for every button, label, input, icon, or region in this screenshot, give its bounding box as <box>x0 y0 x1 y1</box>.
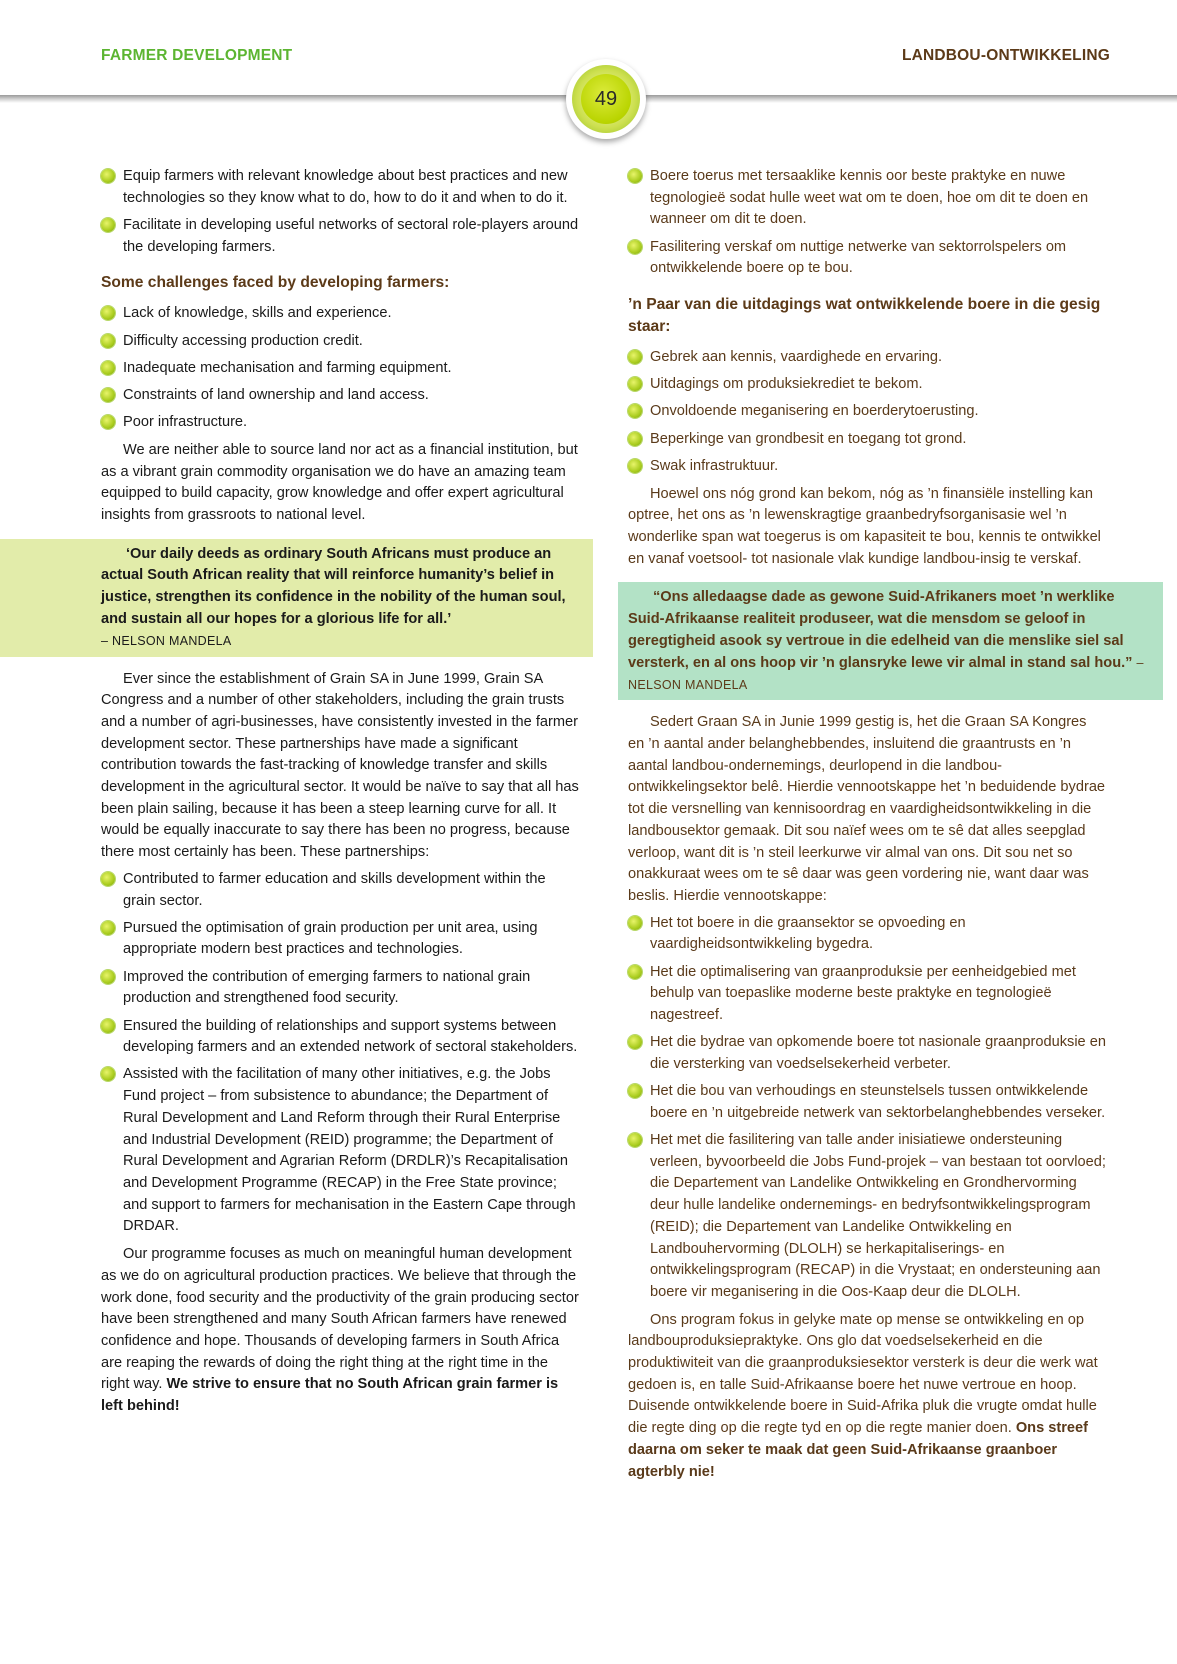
intro-bullet-list <box>628 166 1106 280</box>
bullet-icon <box>628 1035 642 1049</box>
page-number: 49 <box>581 74 631 124</box>
bullet-icon <box>628 459 642 473</box>
list-item <box>101 1016 579 1059</box>
closing-paragraph-text: Our programme focuses as much on meaningful human development as we do on agricultural production practices. We believe that through the work done, food security and the productivity of the grain producing sector have been strengthened and many South African farmers have renewed confidence and hope. Thousands of developing farmers in South Africa are reaping the rewards of doing the right thing at the right time in the right way. <box>101 1246 579 1393</box>
list-item <box>628 1130 1106 1304</box>
bullet-icon <box>628 1133 642 1147</box>
quote-text: ‘Our daily deeds as ordinary South Africans must produce an actual South African reality that will reinforce humanity’s belief in justice, strengthen its confidence in the nobility of the human soul, and sustain all our hopes for a glorious life for all.’ <box>101 545 566 628</box>
partnership-bullet-list <box>101 869 579 1238</box>
quote-text <box>628 587 1153 696</box>
list-item <box>628 1081 1106 1124</box>
bullet-icon <box>101 970 115 984</box>
challenges-list <box>101 303 579 434</box>
list-item-text: Lack of knowledge, skills and experience. <box>123 305 392 322</box>
list-item <box>101 869 579 912</box>
list-item <box>628 347 1106 369</box>
bullet-icon <box>101 1067 115 1081</box>
list-item <box>628 962 1106 1027</box>
bullet-icon <box>628 377 642 391</box>
intro-bullet-list <box>101 166 579 258</box>
list-item-text: Swak infrastruktuur. <box>650 457 779 474</box>
bullet-icon <box>101 218 115 232</box>
closing-paragraph <box>628 1310 1106 1484</box>
quote-attribution: – NELSON MANDELA <box>628 655 1144 692</box>
list-item-text: Inadequate mechanisation and farming equipment. <box>123 359 452 376</box>
body-paragraph: We are neither able to source land nor act as a financial institution, but as a vibrant grain commodity organisation we do have an amazing team equipped to build capacity, grow knowledge and offer expert agricultural insights from grassroots to national level. <box>101 441 578 523</box>
challenges-heading: ’n Paar van die uitdagings wat ontwikkelende boere in die gesig staar: <box>628 296 1101 336</box>
closing-statement: We strive to ensure that no South African grain farmer is left behind! <box>101 1376 559 1415</box>
bullet-icon <box>628 965 642 979</box>
list-item <box>628 237 1106 280</box>
list-item-text: Contributed to farmer education and skills development within the grain sector. <box>123 870 546 909</box>
bullet-icon <box>101 921 115 935</box>
bullet-icon <box>101 872 115 886</box>
list-item-text: Onvoldoende meganisering en boerderytoerusting. <box>650 403 979 420</box>
bullet-icon <box>628 404 642 418</box>
list-item <box>628 456 1106 478</box>
header-section-title-english: FARMER DEVELOPMENT <box>101 47 293 64</box>
bullet-icon <box>628 350 642 364</box>
pull-quote <box>618 582 1163 700</box>
list-item-text: Facilitate in developing useful networks of sectoral role-players around the developing farmers. <box>123 216 579 255</box>
list-item-text: Boere toerus met tersaaklike kennis oor beste praktyke en nuwe tegnologieë sodat hulle weet wat om te doen, hoe om dit te doen en wanneer om dit te doen. <box>650 168 1089 228</box>
bullet-icon <box>101 361 115 375</box>
list-item-text: Poor infrastructure. <box>123 414 248 431</box>
list-item <box>101 385 579 407</box>
bullet-icon <box>101 388 115 402</box>
list-item <box>101 967 579 1010</box>
list-item <box>628 166 1106 231</box>
list-item <box>101 215 579 258</box>
list-item <box>101 918 579 961</box>
list-item-text: Het tot boere in die graansektor se opvoeding en vaardigheidsontwikkeling bygedra. <box>650 914 966 953</box>
bullet-icon <box>628 1084 642 1098</box>
challenges-list <box>628 347 1106 478</box>
list-item <box>628 913 1106 956</box>
body-paragraph: Hoewel ons nóg grond kan bekom, nóg as ’n finansiële instelling kan optree, het ons as ’n lewenskragtige graanbedryfsorganisasie wel ’n wonderlike span wat toegerus is om kapasiteit te bou, kennis te ontwikkel en vanaf voetsool- tot nasionale vlak kundige landbou-insig te verskaf. <box>628 485 1101 567</box>
list-item-text: Uitdagings om produksiekrediet te bekom. <box>650 376 923 393</box>
bullet-icon <box>101 334 115 348</box>
list-item-text: Constraints of land ownership and land access. <box>123 386 429 403</box>
closing-statement: Ons streef daarna om seker te maak dat geen Suid-Afrikaanse graanboer agterbly nie! <box>628 1420 1089 1480</box>
list-item-text: Beperkinge van grondbesit en toegang tot grond. <box>650 430 967 447</box>
list-item-text: Gebrek aan kennis, vaardighede en ervaring. <box>650 349 943 366</box>
quote-attribution: – NELSON MANDELA <box>101 633 232 648</box>
list-item <box>101 166 579 209</box>
bullet-icon <box>628 240 642 254</box>
body-paragraph: Ever since the establishment of Grain SA in June 1999, Grain SA Congress and a number of other stakeholders, including the grain trusts and a number of agri-businesses, have consistently invested in the farmer development sector. These partnerships have made a significant contribution towards the fast-tracking of knowledge transfer and skills development in the agricultural sector. It would be naïve to say that all has been plain sailing, because it has been a steep learning curve for all. It would be equally inaccurate to say there has been no progress, because there most certainly has been. These partnerships: <box>101 670 579 861</box>
closing-paragraph-text: Ons program fokus in gelyke mate op mense se ontwikkeling en op landbouproduksiepraktyke. Ons glo dat voedselsekerheid en die produktiwiteit van die graanproduksiesektor versterk is deur die werk wat gedoen is, en talle Suid-Afrikaanse boere het nuwe vertroue en hoop. Duisende ontwikkelende boere in Suid-Afrika pluk die vrugte omdat hulle die regte ding op die regte tyd en op die regte manier doen. <box>628 1311 1098 1437</box>
list-item <box>101 331 579 353</box>
list-item-text: Equip farmers with relevant knowledge about best practices and new technologies so they know what to do, how to do it and when to do it. <box>123 168 568 206</box>
english-column <box>101 166 579 1418</box>
page-number-badge <box>566 59 646 139</box>
list-item <box>628 1032 1106 1075</box>
challenges-heading: Some challenges faced by developing farmers: <box>101 274 450 292</box>
list-item <box>628 401 1106 423</box>
list-item <box>101 1064 579 1238</box>
list-item-text: Pursued the optimisation of grain production per unit area, using appropriate modern best practices and technologies. <box>123 919 538 958</box>
list-item-text: Improved the contribution of emerging farmers to national grain production and strengthened food security. <box>123 968 531 1007</box>
bullet-icon <box>101 169 115 183</box>
list-item-text: Het met die fasilitering van talle ander inisiatiewe ondersteuning verleen, byvoorbeeld die Jobs Fund-projek – van bestaan tot oorvloed; die Departement van Landelike Ontwikkeling en Grondhervorming deur hulle landelike ondernemings- en bedryfsontwikkelingsprogram (REID); die Departement van Landelike Ontwikkeling en Landbouhervorming (DLOLH) se herkapitaliserings- en ontwikkelingsprogram (RECAP) in die Vrystaat; en ondersteuning aan boere vir meganisering in die Oos-Kaap deur die DLOLH. <box>650 1131 1106 1300</box>
list-item-text: Het die bou van verhoudings en steunstelsels tussen ontwikkelende boere en ’n uitgebreide netwerk van sektorbelanghebbendes verseker. <box>650 1083 1106 1121</box>
list-item <box>101 358 579 380</box>
list-item-text: Het die bydrae van opkomende boere tot nasionale graanproduksie en die versterking van voedselsekerheid verbeter. <box>650 1034 1106 1072</box>
closing-paragraph <box>101 1244 579 1418</box>
bullet-icon <box>628 169 642 183</box>
list-item <box>101 412 579 434</box>
list-item-text: Fasilitering verskaf om nuttige netwerke van sektorrolspelers om ontwikkelende boere op te bou. <box>650 238 1067 277</box>
bullet-icon <box>628 916 642 930</box>
bullet-icon <box>101 306 115 320</box>
bullet-icon <box>101 1019 115 1033</box>
partnership-bullet-list <box>628 913 1106 1304</box>
list-item <box>101 303 579 325</box>
afrikaans-column <box>628 166 1144 1483</box>
list-item <box>628 374 1106 396</box>
bullet-icon <box>628 432 642 446</box>
list-item <box>628 429 1106 451</box>
page-number-ring <box>572 65 640 133</box>
header-section-title-afrikaans: LANDBOU-ONTWIKKELING <box>901 47 1110 64</box>
list-item-text: Ensured the building of relationships and support systems between developing farmers and an extended network of sectoral stakeholders. <box>123 1017 578 1056</box>
list-item-text: Difficulty accessing production credit. <box>123 332 363 349</box>
list-item-text: Het die optimalisering van graanproduksie per eenheidgebied met behulp van toepaslike moderne beste praktyke en tegnologieë nagestreef. <box>650 963 1076 1023</box>
body-paragraph: Sedert Graan SA in Junie 1999 gestig is, het die Graan SA Kongres en ’n aantal ander belanghebbendes, insluitend die graantrusts en ’n aantal landbou-ondernemings, deurlopend in die landbou-ontwikkelingsektor belê. Hierdie vennootskappe het ’n beduidende bydrae tot die versnelling van kennisoordrag en vaardigheidsontwikkeling in die landbousektor gemaak. Dit sou naïef wees om te sê dat alles seepglad verloop, want dit is ’n steil leerkurwe vir almal van ons. Dit sou net so onakkuraat wees om te sê daar was geen vordering nie, want daar was beslis. Hierdie vennootskappe: <box>628 714 1106 904</box>
pull-quote <box>0 539 593 657</box>
list-item-text: Assisted with the facilitation of many other initiatives, e.g. the Jobs Fund project – from subsistence to abundance; the Department of Rural Development and Land Reform through their Rural Enterprise and Industrial Development (REID) programme; the Department of Rural Development and Agrarian Reform (DRDLR)’s Recapitalisation and Development Programme (RECAP) in the Free State province; and support to farmers for mechanisation in the Eastern Cape through DRDAR. <box>123 1066 576 1235</box>
bullet-icon <box>101 415 115 429</box>
quote-text-body: “Ons alledaagse dade as gewone Suid-Afrikaners moet ’n werklike Suid-Afrikaanse realiteit produseer, wat die mensdom se geloof in geregtigheid asook sy vertroue in die edelheid van die menslike siel sal versterk, en al ons hoop vir ’n glansryke lewe vir almal in stand sal hou.” <box>628 589 1133 671</box>
